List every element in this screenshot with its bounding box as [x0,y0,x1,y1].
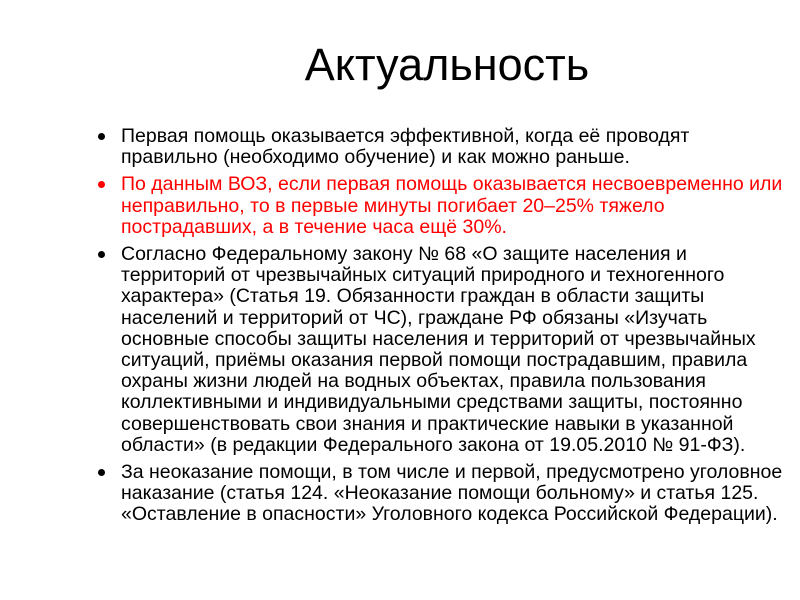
bullet-icon [98,181,105,188]
bullet-icon [98,133,105,140]
bullet-item-first-aid-effectiveness [95,126,785,168]
bullet-icon [98,469,105,476]
slide-title: Актуальность [304,39,590,90]
bullet-item-federal-law [95,244,785,456]
bullet-text: Согласно Федеральному закону № 68 «О защите населения и территорий от чрезвычайных ситуаций природного и техногенного характера» (Статья 19. Обязанности граждан в области защиты населений и территорий от ЧС), граждане РФ обязаны «Изучать основные способы защиты населения и территорий от чрезвычайных ситуаций, приёмы оказания первой помощи пострадавшим, правила охраны жизни людей на водных объектах, правила пользования коллективными и индивидуальными средствами защиты, постоянно совершенствовать свои знания и практические навыки в указанной области» (в редакции Федерального закона от 19.05.2010 № 91-ФЗ). [121,243,756,456]
bullet-text: За неоказание помощи, в том числе и первой, предусмотрено уголовное наказание (статья 124. «Неоказание помощи больному» и статья 125. «Оставление в опасности» Уголовного кодекса Российской Федерации). [121,461,783,526]
bullet-text: По данным ВОЗ, если первая помощь оказывается несвоевременно или неправильно, то в первые минуты погибает 20–25% тяжело пострадавших, а в течение часа ещё 30%. [121,173,783,238]
bullet-item-who-statistics [95,174,785,238]
bullet-text: Первая помощь оказывается эффективной, когда её проводят правильно (необходимо обучение) и как можно раньше. [121,125,690,169]
bullet-icon [98,251,105,258]
bullet-item-criminal-liability [95,462,785,526]
bullet-list [95,126,785,532]
